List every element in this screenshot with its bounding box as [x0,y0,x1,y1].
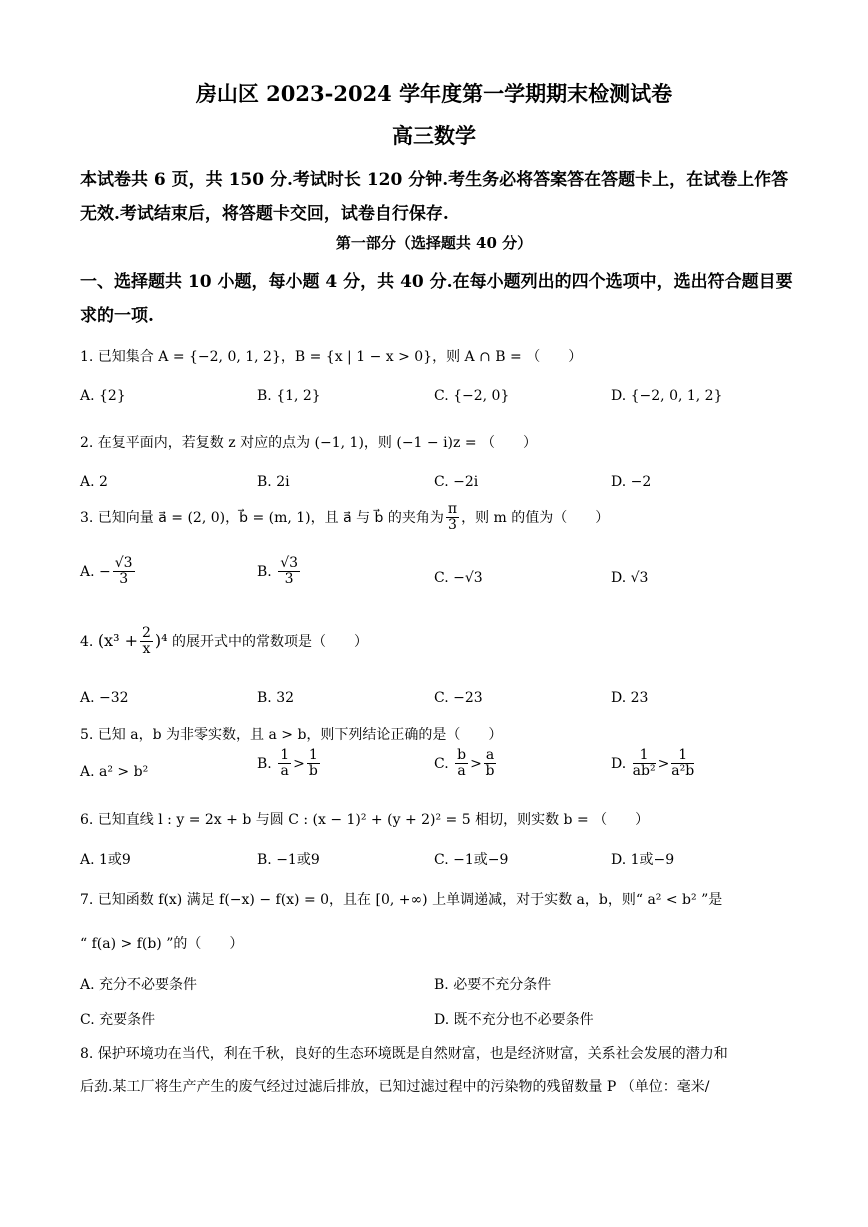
q3-option-a-denominator: 3 [119,571,129,588]
q3-angle-denominator: 3 [448,517,457,534]
q3-stem-text: 3. 已知向量 a⃗ = (2, 0)，b⃗ = (m, 1)，且 a⃗ 与 b⃗ 的夹角为 [80,509,444,526]
q3-option-a [80,556,137,588]
q2-option-a: A. 2 [80,474,108,490]
intro-line-2: 无效.考试结束后，将答题卡交回，试卷自行保存. [80,204,449,224]
q5-option-d-frac1 [633,748,656,780]
q5-option-a: A. a² > b² [80,764,149,780]
q1-option-b: B. {1, 2} [257,388,321,404]
q5-stem: 5. 已知 a，b 为非零实数，且 a > b，则下列结论正确的是（ ） [80,727,503,743]
q5-option-c-frac1 [455,748,468,780]
q3-option-a-label: A. − [80,563,111,580]
q5-option-c-label: C. [434,755,449,772]
q5-option-d-label: D. [611,755,627,772]
q5-option-c [434,748,498,780]
q5-d-n2: 1 [671,748,694,764]
q5-d-n1: 1 [633,748,656,764]
q5-d-d1: ab² [632,763,656,780]
part1-heading: 第一部分（选择题共 40 分） [335,234,533,252]
q2-option-c: C. −2i [434,474,479,490]
intro-line-1: 本试卷共 6 页，共 150 分.考试时长 120 分钟.考生务必将答案答在答题卡上，在试卷上作答 [80,170,789,190]
q7-option-c: C. 充要条件 [80,1012,156,1028]
q6-stem: 6. 已知直线 l : y = 2x + b 与圆 C : (x − 1)² + (y + 2)² = 5 相切，则实数 b = （ ） [80,812,650,828]
q5-option-b-frac2 [307,748,320,780]
q5-option-d [611,748,696,780]
q6-option-d: D. 1或−9 [611,852,675,868]
q2-stem: 2. 在复平面内，若复数 z 对应的点为 (−1, 1)，则 (−1 − i)z = （ ） [80,435,538,451]
q6-option-a: A. 1或9 [80,852,131,868]
q4-option-d: D. 23 [611,690,649,706]
q4-expr-fraction [140,626,153,658]
q4-option-a: A. −32 [80,690,129,706]
q4-stem-tail: 的展开式中的常数项是（ ） [167,633,369,650]
q5-option-c-frac2 [484,748,496,780]
q5-b-d1: a [280,763,289,780]
q7-option-b: B. 必要不充分条件 [434,977,552,993]
q2-option-b: B. 2i [257,474,290,490]
q3-option-b-numerator: √3 [280,555,299,571]
section1-line-1: 一、选择题共 10 小题，每小题 4 分，共 40 分.在每小题列出的四个选项中，选出符合题目要 [80,272,793,292]
q4-option-c: C. −23 [434,690,483,706]
q5-b-gt: > [293,755,305,772]
q7-option-a: A. 充分不必要条件 [80,977,198,993]
q7-stem-line-2: “ f(a) > f(b) ”的（ ） [80,936,244,952]
q4-stem [80,626,368,658]
exam-subtitle: 高三数学 [392,123,476,148]
q5-b-n1: 1 [280,747,290,763]
q4-expr-denominator: x [142,641,151,658]
q3-stem [80,502,609,534]
q3-option-b-denominator: 3 [284,571,294,588]
q3-option-d: D. √3 [611,570,649,586]
q4-option-b: B. 32 [257,690,295,706]
q5-option-b [257,748,322,780]
q5-c-d2: b [485,763,495,780]
q1-stem: 1. 已知集合 A = {−2, 0, 1, 2}，B = {x | 1 − x > 0}，则 A ∩ B = （ ） [80,349,583,365]
q5-c-n2: a [485,747,495,763]
q7-stem-line-1: 7. 已知函数 f(x) 满足 f(−x) − f(x) = 0，且在 [0, +∞) 上单调递减，对于实数 a，b，则“ a² < b² ”是 [80,892,723,908]
q3-option-a-numerator: √3 [114,555,133,571]
q1-option-a: A. {2} [80,388,126,404]
q6-option-b: B. −1或9 [257,852,320,868]
q4-expr-right: )⁴ [154,630,168,650]
q3-option-c: C. −√3 [434,570,483,586]
q5-d-gt: > [657,755,670,772]
q5-b-d2: b [308,763,318,780]
q4-expr-numerator: 2 [141,625,151,641]
q3-angle-fraction [446,502,459,534]
q2-option-d: D. −2 [611,474,652,490]
q8-stem-line-2: 后劲.某工厂将生产产生的废气经过过滤后排放，已知过滤过程中的污染物的残留数量 P （单位：毫米/ [80,1079,710,1095]
q5-c-gt: > [470,755,482,772]
q7-option-d: D. 既不充分也不必要条件 [434,1012,594,1028]
q5-d-d2: a²b [671,763,695,780]
q1-option-c: C. {−2, 0} [434,388,510,404]
exam-title: 房山区 2023-2024 学年度第一学期期末检测试卷 [195,81,673,106]
q8-stem-line-1: 8. 保护环境功在当代，利在千秋，良好的生态环境既是自然财富，也是经济财富，关系社会发展的潜力和 [80,1046,728,1062]
q5-b-n2: 1 [308,747,318,763]
q3-stem-tail: ，则 m 的值为（ ） [461,509,610,526]
q4-number: 4. [80,633,94,650]
q5-c-d1: a [457,763,466,780]
q3-option-b-fraction [278,556,300,588]
q5-option-d-frac2 [671,748,694,780]
q6-option-c: C. −1或−9 [434,852,509,868]
q5-option-b-label: B. [257,755,272,772]
q3-option-a-fraction [113,556,135,588]
q5-c-n1: b [457,747,467,763]
q3-option-b-label: B. [257,563,272,580]
q3-angle-numerator: π [447,501,458,517]
q1-option-d: D. {−2, 0, 1, 2} [611,388,723,404]
q3-option-b [257,556,302,588]
q5-option-b-frac1 [278,748,291,780]
q4-expr-left: (x³ + [97,630,138,650]
section1-line-2: 求的一项. [80,306,154,326]
